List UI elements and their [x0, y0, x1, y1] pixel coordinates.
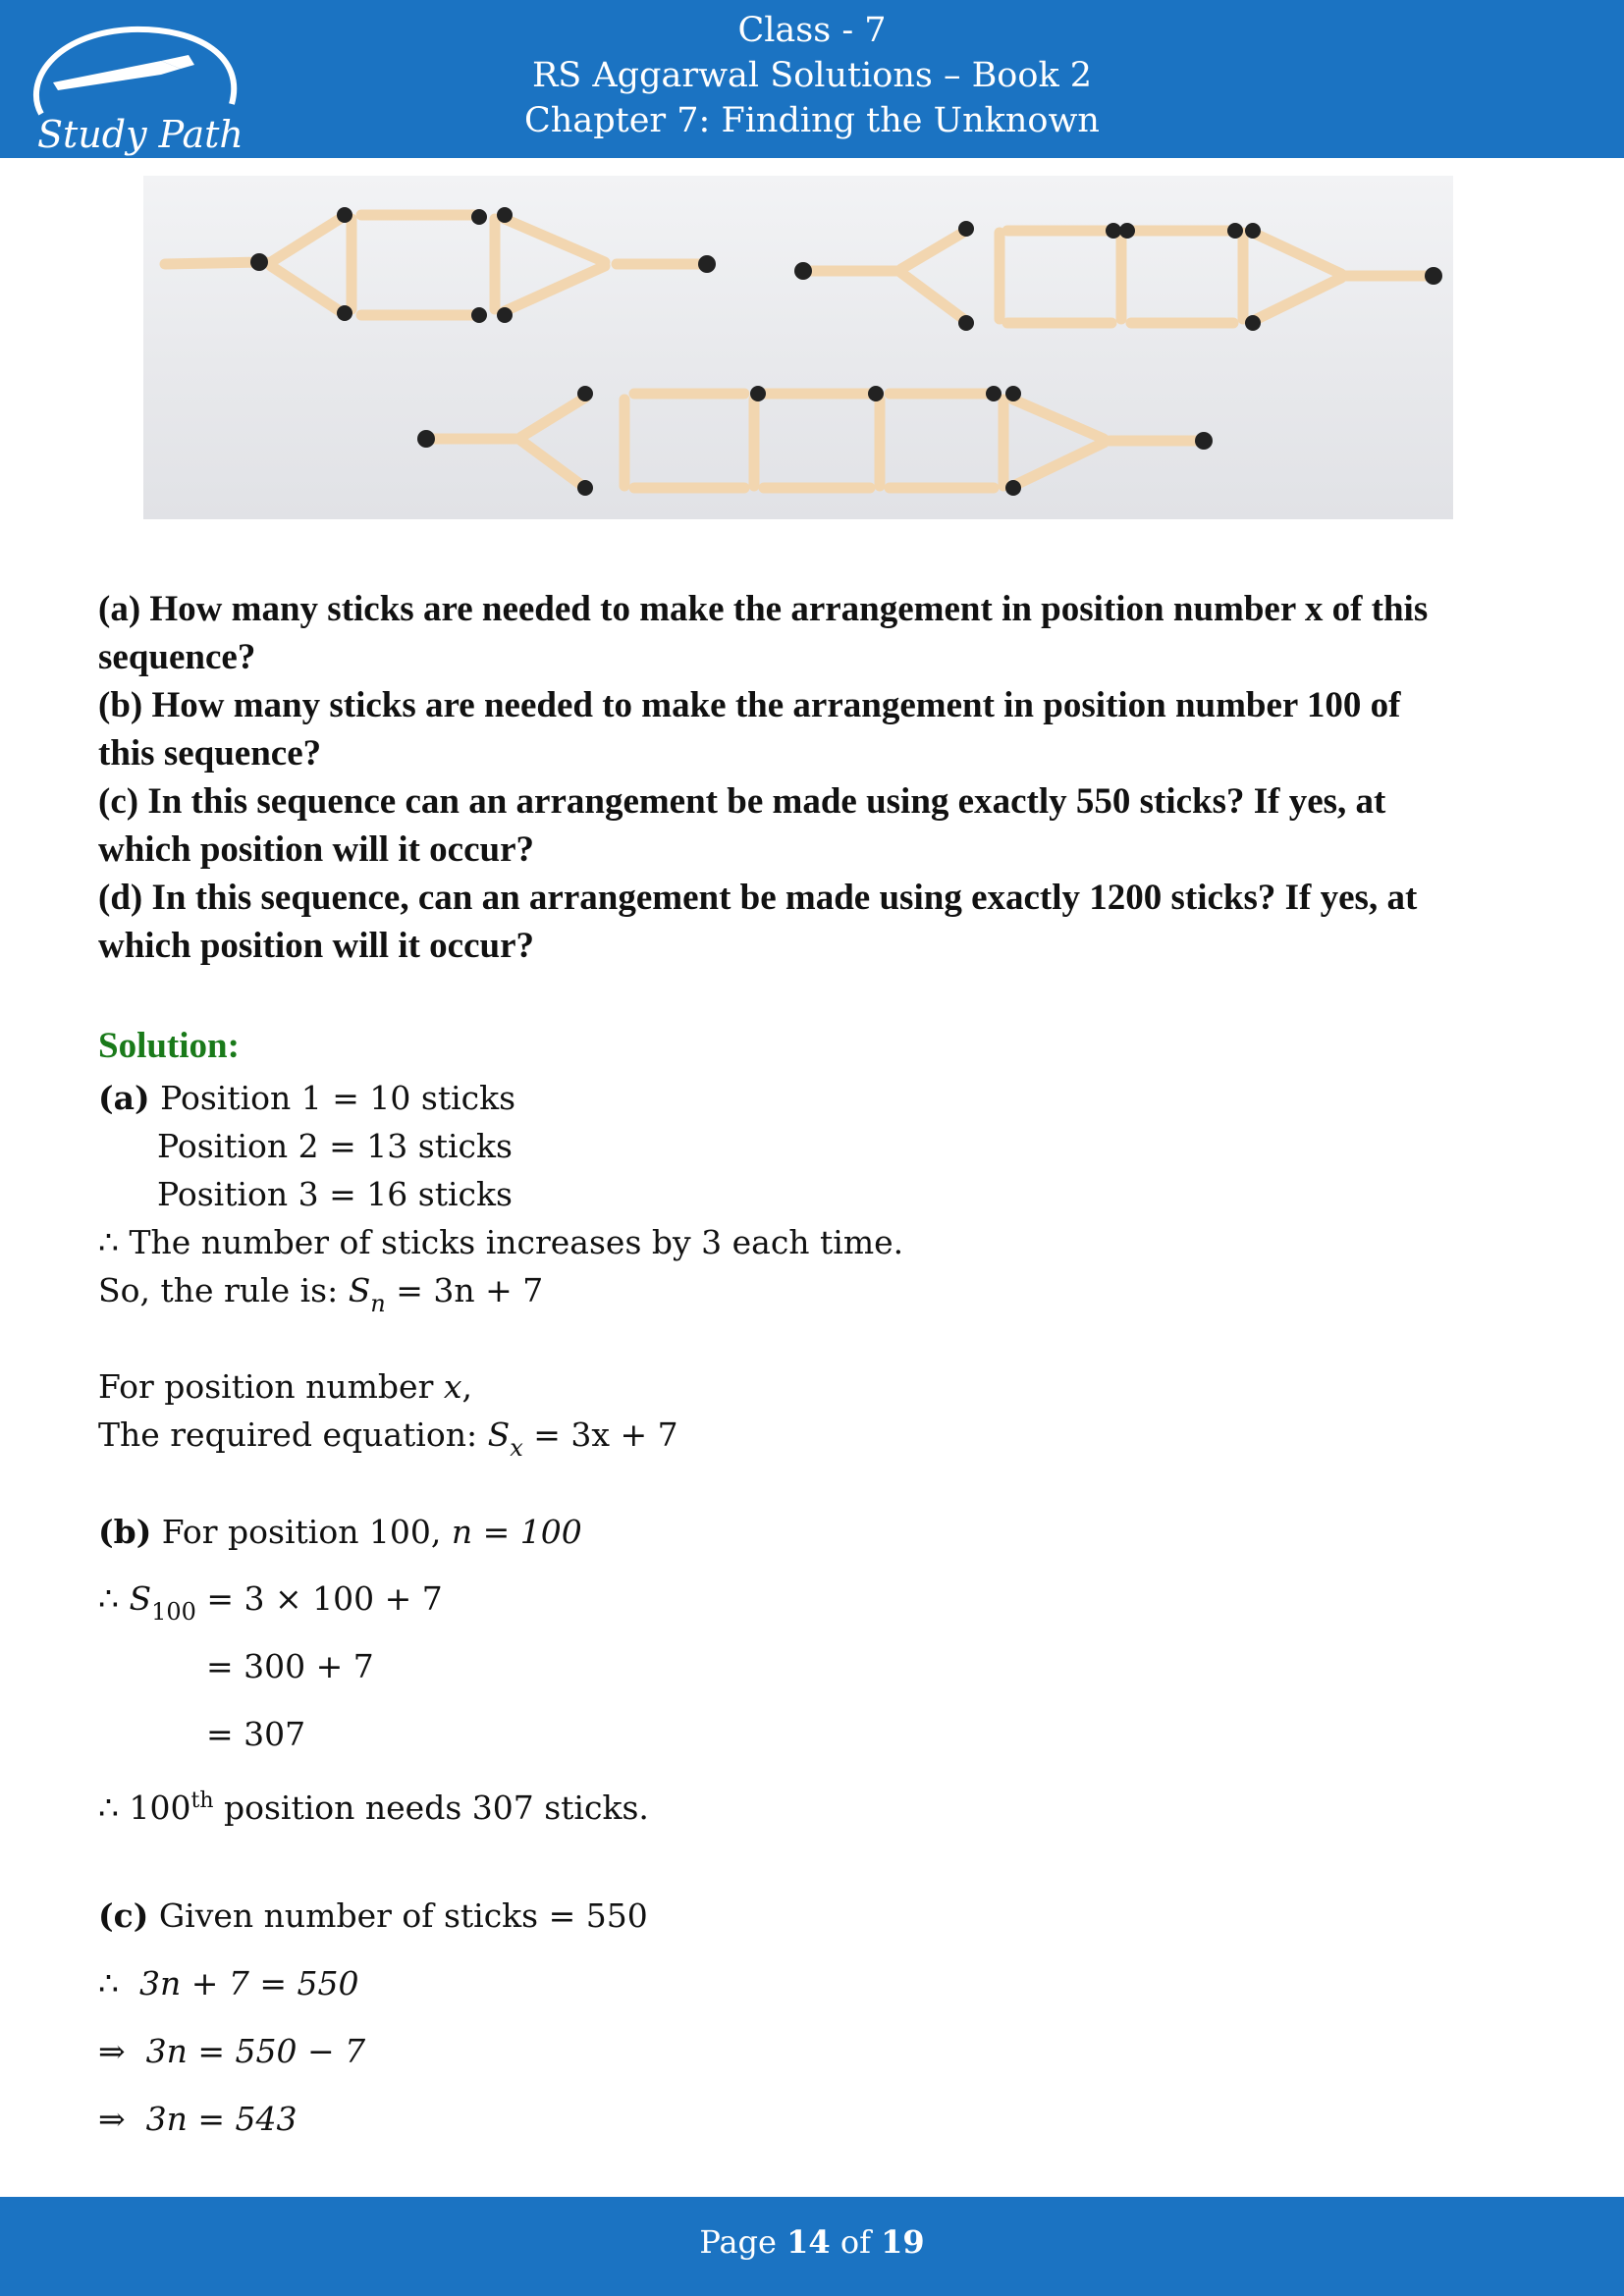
question-c-line2: which position will it occur?	[98, 829, 535, 870]
book-title: RS Aggarwal Solutions – Book 2	[531, 56, 1093, 95]
solution-c-eq3: ⇒ 3n = 543	[98, 2100, 298, 2138]
solution-a-pos2: Position 2 = 13 sticks	[157, 1127, 513, 1165]
solution-b-step2: = 300 + 7	[206, 1647, 374, 1685]
solution-a-pos1: (a) Position 1 = 10 sticks	[98, 1079, 516, 1117]
class-title: Class - 7	[737, 11, 887, 50]
study-path-logo	[14, 14, 249, 161]
solution-a-for-position: For position number x,	[98, 1367, 472, 1406]
page-word: Page	[699, 2223, 777, 2261]
solution-c-eq1: ∴ 3n + 7 = 550	[98, 1964, 359, 2002]
page-number: 14	[786, 2223, 831, 2261]
question-d-line1: (d) In this sequence, can an arrangement be made using exactly 1200 sticks? If yes, at	[98, 878, 1418, 918]
solution-b-intro: (b) For position 100, n = 100	[98, 1513, 582, 1551]
question-a-line2: sequence?	[98, 637, 256, 677]
question-d-line2: which position will it occur?	[98, 926, 535, 966]
solution-a-pos3: Position 3 = 16 sticks	[157, 1175, 513, 1213]
logo-text: Study Path	[37, 113, 244, 156]
page-header	[0, 0, 1624, 158]
question-c-line1: (c) In this sequence can an arrangement be made using exactly 550 sticks? If yes, at	[98, 781, 1386, 822]
matchstick-sequence-image	[143, 176, 1453, 519]
solution-b-equation: ∴ $S_{100} = 3 \times 100 + 7$	[98, 1579, 443, 1626]
solution-c-label: (c)	[98, 1896, 149, 1935]
solution-a-rule: So, the rule is: $S_n = 3n + 7$	[98, 1271, 544, 1317]
solution-b-step3: = 307	[206, 1715, 306, 1753]
page-footer	[0, 2197, 1624, 2296]
solution-a-required-equation: The required equation: $S_x = 3x + 7$	[98, 1415, 678, 1462]
question-b-line1: (b) How many sticks are needed to make the arrangement in position number 100 of	[98, 685, 1401, 725]
solution-a-increase: ∴ The number of sticks increases by 3 each time.	[98, 1223, 904, 1261]
questions-block	[98, 585, 1532, 970]
solution-c-eq2: ⇒ 3n = 550 − 7	[98, 2032, 366, 2070]
chapter-title: Chapter 7: Finding the Unknown	[524, 101, 1100, 140]
solution-b-conclusion: ∴ 100th position needs 307 sticks.	[98, 1789, 649, 1827]
of-word: of	[839, 2223, 871, 2261]
solution-c-given: (c) Given number of sticks = 550	[98, 1896, 648, 1935]
solution-a-label: (a)	[98, 1079, 150, 1117]
question-b-line2: this sequence?	[98, 733, 322, 774]
question-a-line1: (a) How many sticks are needed to make the arrangement in position number x of this	[98, 589, 1429, 629]
solution-b-label: (b)	[98, 1513, 152, 1551]
page-total: 19	[881, 2223, 925, 2261]
solution-heading: Solution:	[98, 1026, 240, 1066]
